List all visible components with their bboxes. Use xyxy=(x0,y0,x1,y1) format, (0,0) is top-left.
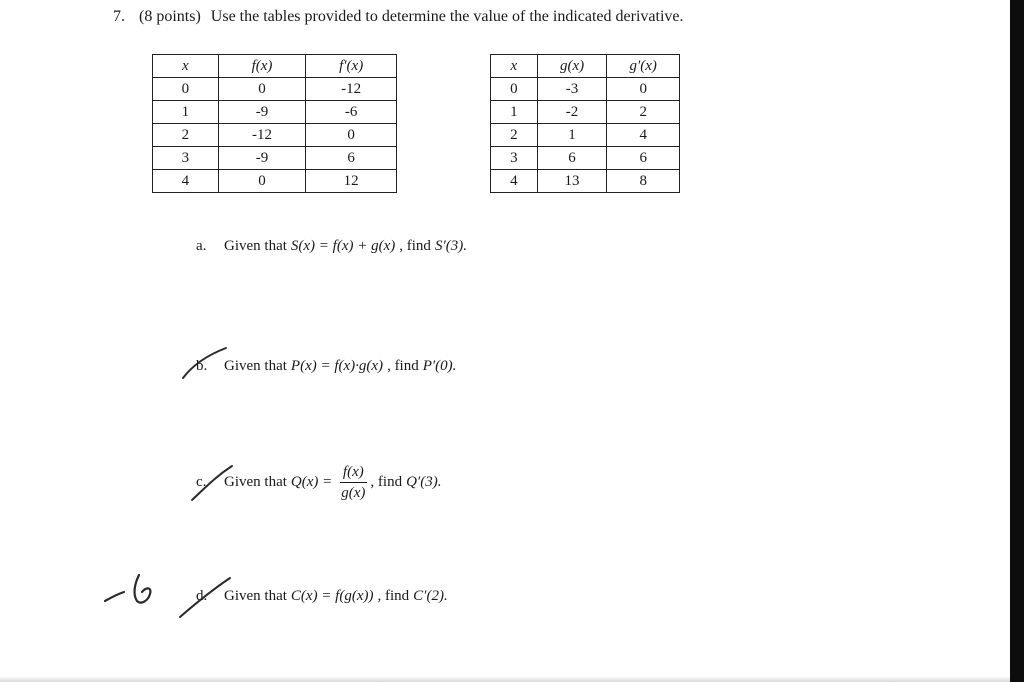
part-c xyxy=(196,462,445,503)
cell-f-prime: 0 xyxy=(306,124,397,147)
part-find: , find xyxy=(377,588,410,604)
cell-x: 1 xyxy=(491,101,538,124)
score-minus-sign xyxy=(105,592,124,601)
problem-instruction: Use the tables provided to determine the value of the indicated derivative. xyxy=(210,8,684,25)
cell-x: 0 xyxy=(153,78,219,101)
table-row xyxy=(491,78,680,101)
cell-f: -12 xyxy=(218,124,306,147)
cell-g-prime: 6 xyxy=(607,147,680,170)
cell-f-prime: -12 xyxy=(306,78,397,101)
part-given: Given that xyxy=(224,588,287,604)
cell-x: 3 xyxy=(491,147,538,170)
cell-g-prime: 8 xyxy=(607,170,680,193)
header-x: x xyxy=(491,55,538,78)
part-a xyxy=(196,238,471,255)
cell-x: 4 xyxy=(491,170,538,193)
cell-f: -9 xyxy=(218,147,306,170)
part-target: Q′(3). xyxy=(406,474,442,490)
cell-x: 4 xyxy=(153,170,219,193)
header-f-prime: f′(x) xyxy=(306,55,397,78)
part-expression: P(x) = f(x)·g(x) xyxy=(290,358,384,374)
cell-g: -3 xyxy=(537,78,607,101)
cell-g-prime: 0 xyxy=(607,78,680,101)
fraction-denominator: g(x) xyxy=(341,485,366,501)
part-find: , find xyxy=(370,474,403,490)
cell-f-prime: 6 xyxy=(306,147,397,170)
header-x: x xyxy=(153,55,219,78)
part-given: Given that xyxy=(224,358,287,374)
score-six-glyph xyxy=(135,575,151,603)
cell-x: 3 xyxy=(153,147,219,170)
cell-g-prime: 4 xyxy=(607,124,680,147)
cell-g: -2 xyxy=(537,101,607,124)
problem-number: 7. xyxy=(113,8,125,25)
part-given: Given that xyxy=(224,238,287,254)
header-f: f(x) xyxy=(218,55,306,78)
header-g: g(x) xyxy=(537,55,607,78)
table-row xyxy=(153,124,397,147)
cell-x: 2 xyxy=(491,124,538,147)
part-given: Given that xyxy=(224,474,287,490)
problem-points: (8 points) xyxy=(139,8,201,25)
table-row xyxy=(153,101,397,124)
table-row xyxy=(491,101,680,124)
cell-f-prime: 12 xyxy=(306,170,397,193)
cell-f: 0 xyxy=(218,170,306,193)
part-find: , find xyxy=(399,238,431,254)
part-target: P′(0). xyxy=(422,358,457,374)
bottom-edge-shadow xyxy=(0,676,1010,682)
table-row xyxy=(153,170,397,193)
cell-g: 6 xyxy=(537,147,607,170)
cell-g: 13 xyxy=(537,170,607,193)
part-b xyxy=(196,358,460,375)
header-g-prime: g′(x) xyxy=(607,55,680,78)
part-letter: d. xyxy=(196,588,208,604)
table-row xyxy=(491,170,680,193)
cell-g-prime: 2 xyxy=(607,101,680,124)
cell-x: 2 xyxy=(153,124,219,147)
part-expression: C(x) = f(g(x)) xyxy=(290,588,374,604)
table-row xyxy=(153,78,397,101)
table-g xyxy=(490,54,680,193)
table-header-row xyxy=(153,55,397,78)
problem-statement xyxy=(113,8,684,26)
fraction xyxy=(338,462,368,503)
right-edge-bar xyxy=(1010,0,1024,682)
part-expression: S(x) = f(x) + g(x) xyxy=(290,238,396,254)
table-row xyxy=(491,124,680,147)
table-row xyxy=(153,147,397,170)
part-d xyxy=(196,588,452,605)
table-f xyxy=(152,54,397,193)
part-find: , find xyxy=(387,358,419,374)
part-letter: a. xyxy=(196,238,207,254)
cell-x: 1 xyxy=(153,101,219,124)
table-row xyxy=(491,147,680,170)
cell-x: 0 xyxy=(491,78,538,101)
part-letter: b. xyxy=(196,358,208,374)
cell-f-prime: -6 xyxy=(306,101,397,124)
table-header-row xyxy=(491,55,680,78)
cell-f: 0 xyxy=(218,78,306,101)
cell-g: 1 xyxy=(537,124,607,147)
fraction-numerator: f(x) xyxy=(340,462,367,483)
cell-f: -9 xyxy=(218,101,306,124)
part-expression-lhs: Q(x) = xyxy=(290,474,333,490)
handwritten-score xyxy=(105,575,150,603)
part-target: C′(2). xyxy=(413,588,448,604)
part-letter: c. xyxy=(196,474,207,490)
part-target: S′(3). xyxy=(434,238,467,254)
